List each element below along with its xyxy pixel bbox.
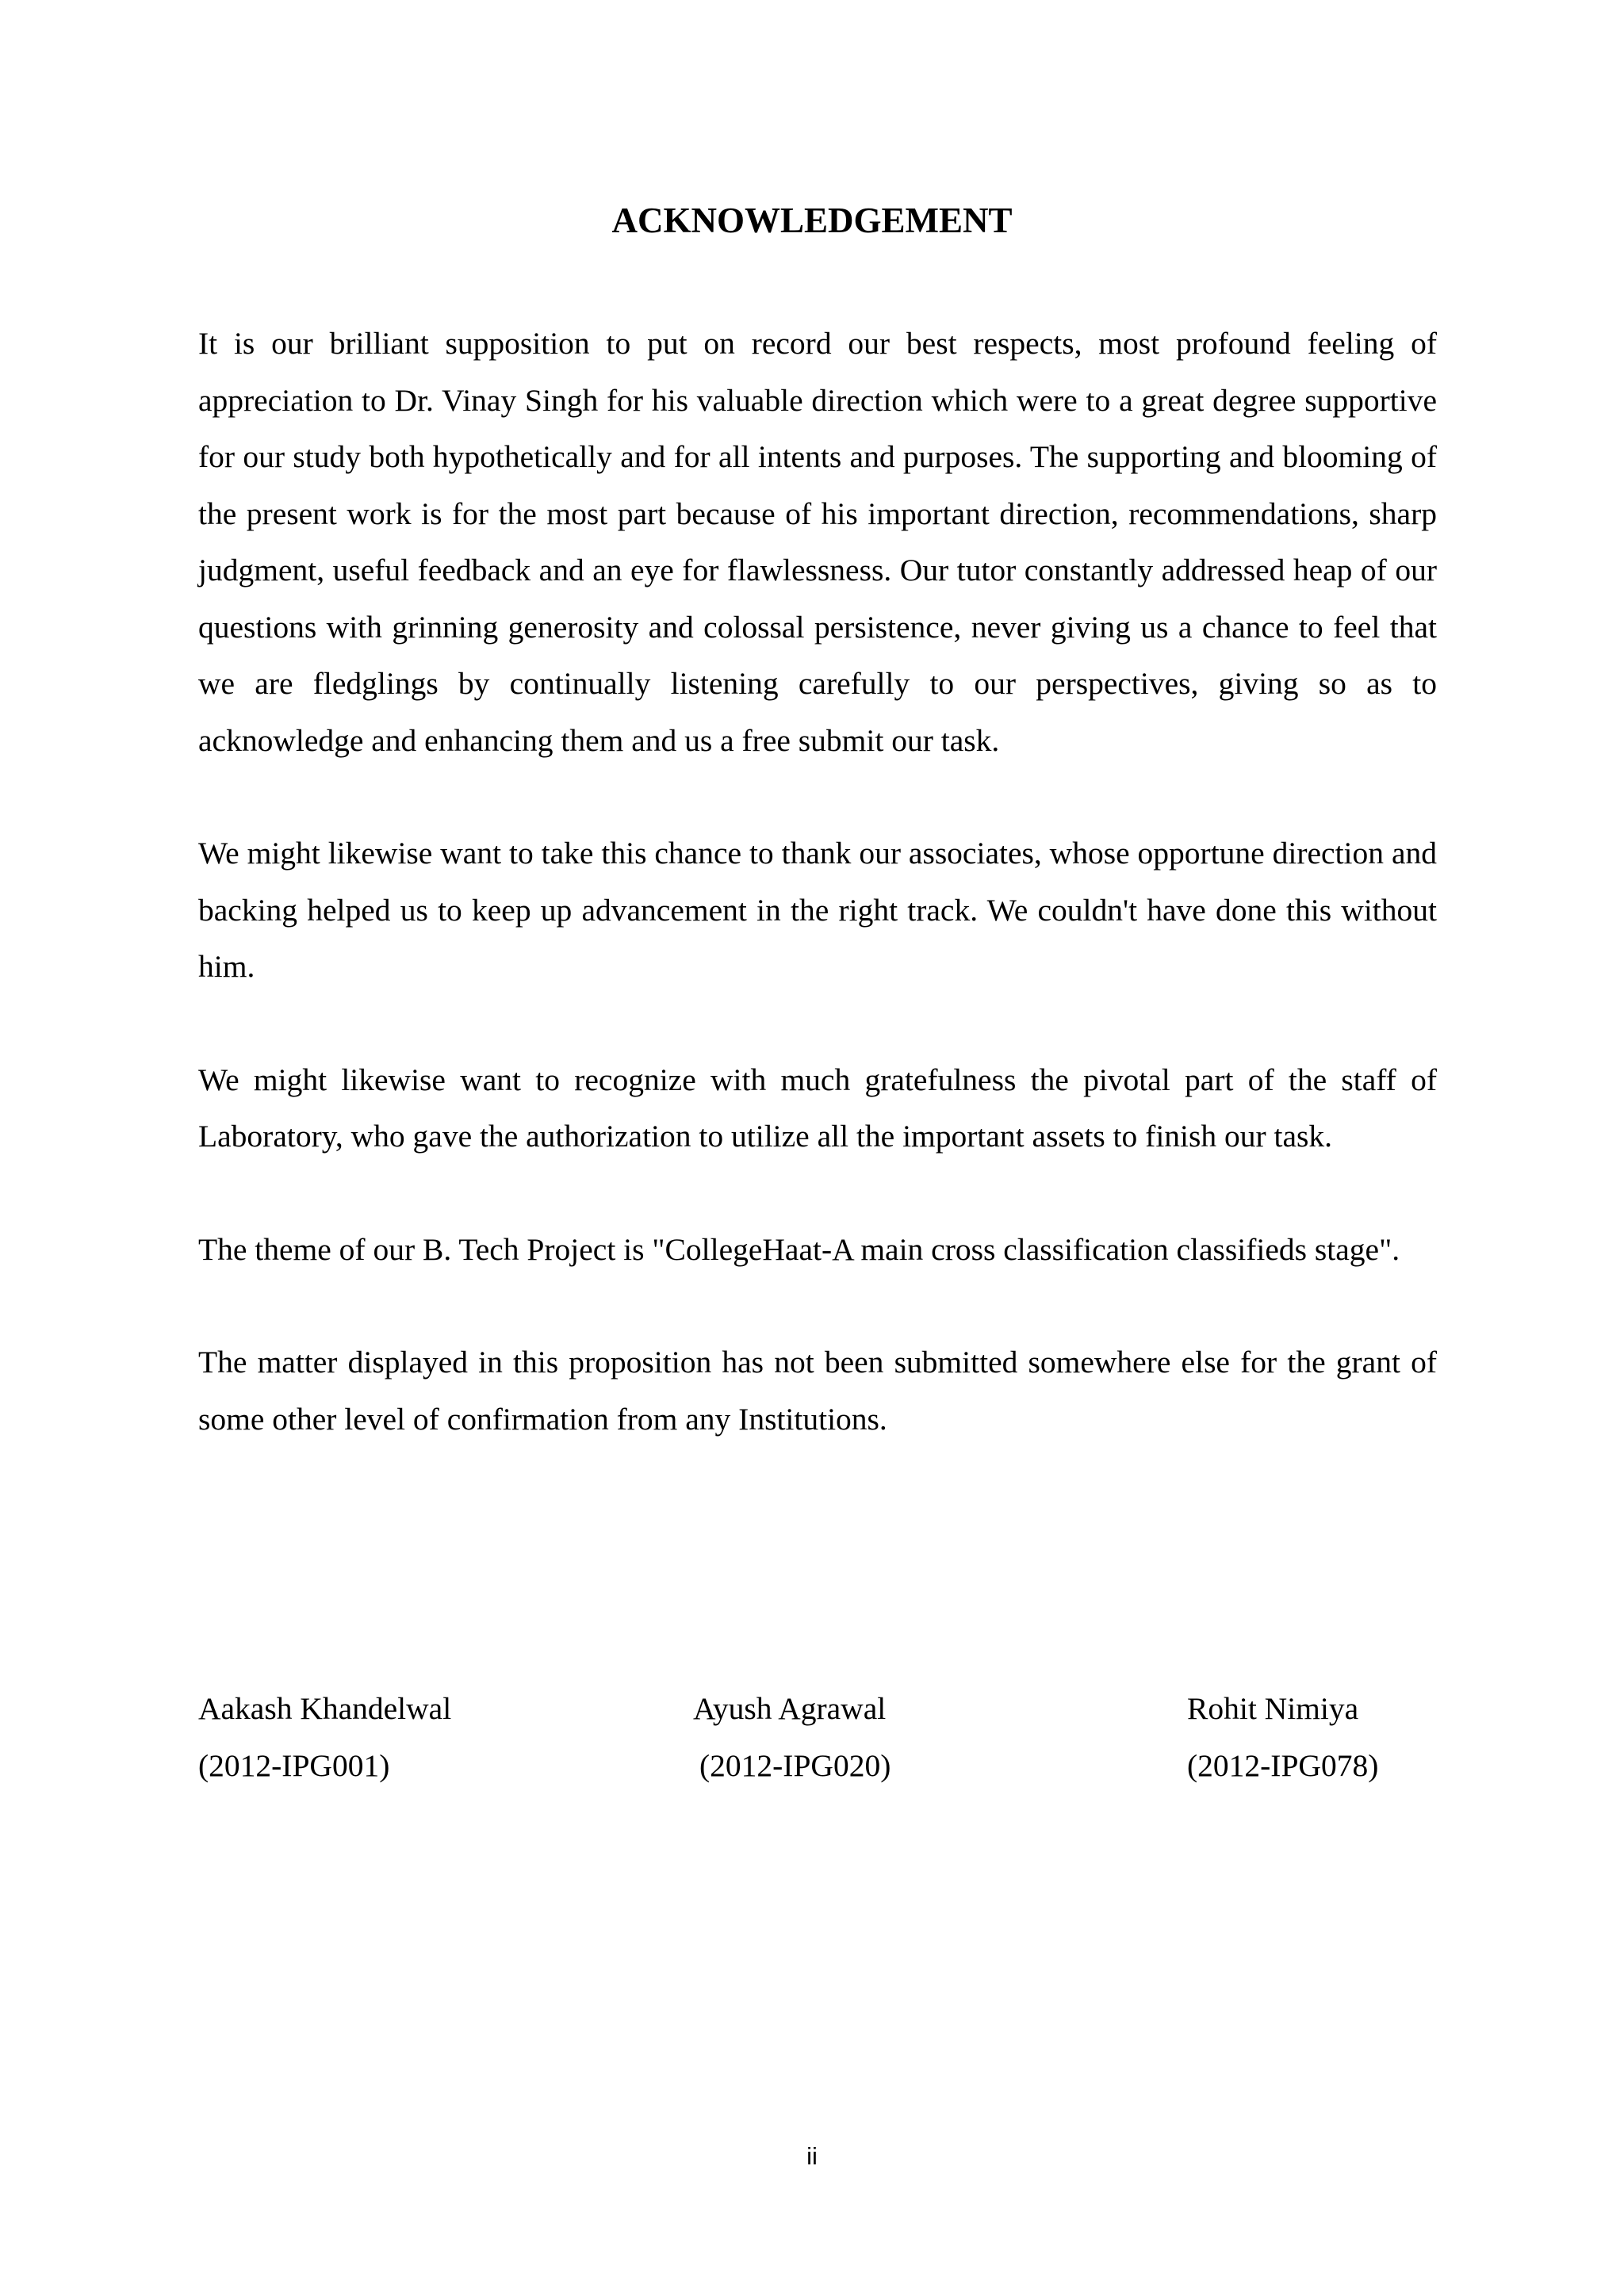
signatory xyxy=(198,1681,451,1794)
signatory-name: Aakash Khandelwal xyxy=(198,1691,452,1726)
paragraph-gratitude-supervisor: It is our brilliant supposition to put on record our best respects, most profound feeling of appreciation to Dr. Vinay Singh for his valuable direction which were to a great degree supportive for our study both hypothetically and for all intents and purposes. The supporting and blooming of the present work is for the most part because of his important direction, recommendations, sharp judgment, useful feedback and an eye for flawlessness. Our tutor constantly addressed heap of our questions with grinning generosity and colossal persistence, never giving us a chance to feel that we are fledglings by continually listening carefully to our perspectives, giving so as to acknowledge and enhancing them and us a free submit our task. xyxy=(198,326,1437,758)
page-number: ii xyxy=(806,2142,818,2170)
signatory-name: Ayush Agrawal xyxy=(693,1691,887,1726)
paragraph-thanks-laboratory: We might likewise want to recognize with much gratefulness the pivotal part of the staff of Laboratory, who gave the authorization to utilize all the important assets to finish our task. xyxy=(198,1062,1437,1154)
signatory-id: (2012-IPG020) xyxy=(699,1747,891,1783)
paragraph-project-theme: The theme of our B. Tech Project is "CollegeHaat-A main cross classification classifieds stage". xyxy=(198,1231,1400,1267)
signatory-id: (2012-IPG001) xyxy=(198,1747,390,1783)
signatures-block xyxy=(0,1681,1624,1808)
paragraph-declaration: The matter displayed in this proposition has not been submitted somewhere else for the grant of some other level of confirmation from any Institutions. xyxy=(198,1345,1437,1437)
signatory xyxy=(693,1681,891,1794)
paragraph-thanks-associates: We might likewise want to take this chance to thank our associates, whose opportune direction and backing helped us to keep up advancement in the right track. We couldn't have done this without him. xyxy=(198,836,1437,984)
signatory xyxy=(1187,1681,1378,1794)
acknowledgement-body xyxy=(198,316,1437,1504)
signatory-id: (2012-IPG078) xyxy=(1187,1747,1379,1783)
signatory-name: Rohit Nimiya xyxy=(1187,1691,1359,1726)
page-title: ACKNOWLEDGEMENT xyxy=(611,201,1013,240)
